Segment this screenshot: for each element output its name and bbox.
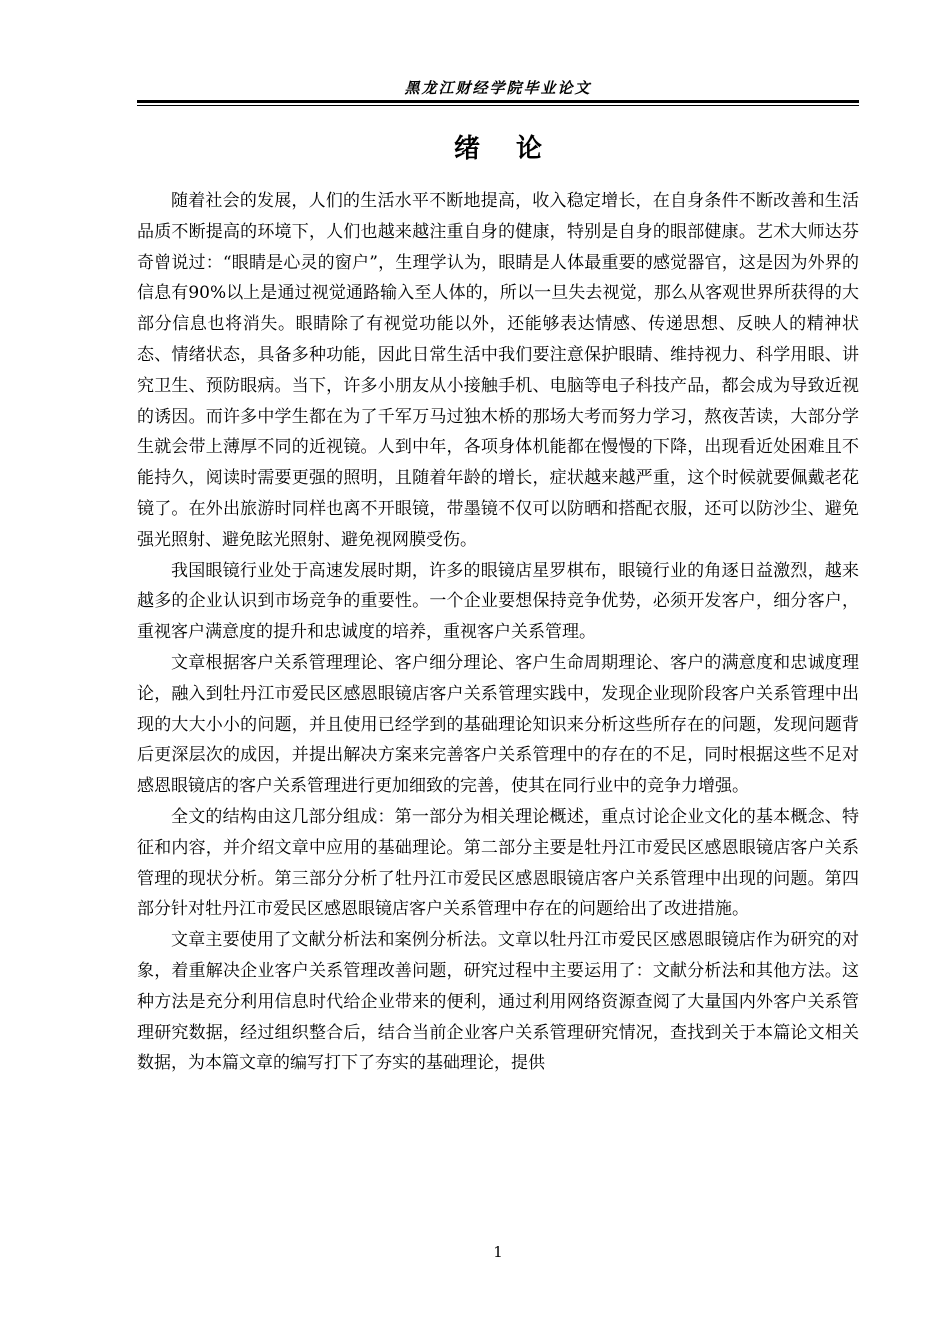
paragraph-1: 随着社会的发展，人们的生活水平不断地提高，收入稳定增长，在自身条件不断改善和生活品质不断提高的环境下，人们也越来越注重自身的健康，特别是自身的眼部健康。艺术大师达芬奇曾说过：“眼睛是心灵的窗户”，生理学认为，眼睛是人体最重要的感觉器官，这是因为外界的信息有90%以上是通过视觉通路输入至人体的，所以一旦失去视觉，那么从客观世界所获得的大部分信息也将消失。眼睛除了有视觉功能以外，还能够表达情感、传递思想、反映人的精神状态、情绪状态，具备多种功能，因此日常生活中我们要注意保护眼睛、维持视力、科学用眼、讲究卫生、预防眼病。当下，许多小朋友从小接触手机、电脑等电子科技产品，都会成为导致近视的诱因。而许多中学生都在为了千军万马过独木桥的那场大考而努力学习，熬夜苦读，大部分学生就会带上薄厚不同的近视镜。人到中年，各项身体机能都在慢慢的下降，出现看近处困难且不能持久，阅读时需要更强的照明，且随着年龄的增长，症状越来越严重，这个时候就要佩戴老花镜了。在外出旅游时同样也离不开眼镜，带墨镜不仅可以防晒和搭配衣服，还可以防沙尘、避免强光照射、避免眩光照射、避免视网膜受伤。: [137, 191, 859, 550]
header-rule-thick: [137, 100, 859, 103]
body-text: [137, 186, 859, 1079]
page-number: 1: [493, 1243, 503, 1261]
paragraph-5: 文章主要使用了文献分析法和案例分析法。文章以牡丹江市爱民区感恩眼镜店作为研究的对象，着重解决企业客户关系管理改善问题，研究过程中主要运用了：文献分析法和其他方法。这种方法是充分利用信息时代给企业带来的便利，通过利用网络资源查阅了大量国内外客户关系管理研究数据，经过组织整合后，结合当前企业客户关系管理研究情况，查找到关于本篇论文相关数据，为本篇文章的编写打下了夯实的基础理论，提供: [137, 930, 859, 1074]
running-header: 黑龙江财经学院毕业论文: [404, 79, 592, 97]
paragraph-2: 我国眼镜行业处于高速发展时期，许多的眼镜店星罗棋布，眼镜行业的角逐日益激烈，越来越多的企业认识到市场竞争的重要性。一个企业要想保持竞争优势，必须开发客户，细分客户，重视客户满意度的提升和忠诚度的培养，重视客户关系管理。: [137, 560, 859, 643]
paragraph-4: 全文的结构由这几部分组成：第一部分为相关理论概述，重点讨论企业文化的基本概念、特征和内容，并介绍文章中应用的基础理论。第二部分主要是牡丹江市爱民区感恩眼镜店客户关系管理的现状分析。第三部分分析了牡丹江市爱民区感恩眼镜店客户关系管理中出现的问题。第四部分针对牡丹江市爱民区感恩眼镜店客户关系管理中存在的问题给出了改进措施。: [137, 806, 859, 920]
header-rule-thin: [137, 105, 859, 106]
paragraph-3: 文章根据客户关系管理理论、客户细分理论、客户生命周期理论、客户的满意度和忠诚度理论，融入到牡丹江市爱民区感恩眼镜店客户关系管理实践中，发现企业现阶段客户关系管理中出现的大大小小的问题，并且使用已经学到的基础理论知识来分析这些所存在的问题，发现问题背后更深层次的成因，并提出解决方案来完善客户关系管理中的存在的不足，同时根据这些不足对感恩眼镜店的客户关系管理进行更加细致的完善，使其在同行业中的竞争力增强。: [137, 652, 859, 797]
chapter-title: 绪论: [453, 134, 578, 164]
